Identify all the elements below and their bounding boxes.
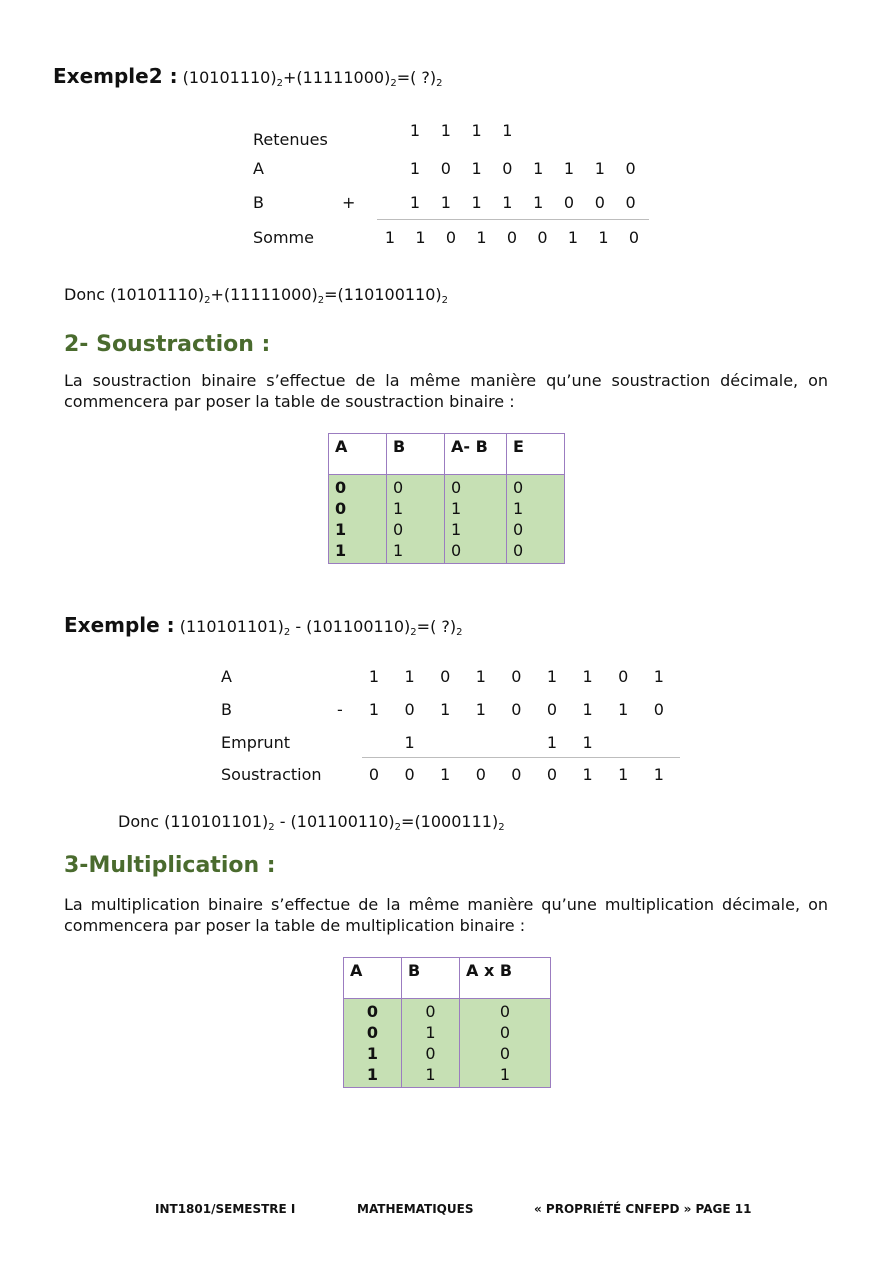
borrow-digit: 1 <box>582 733 593 752</box>
example2-sum-rule <box>377 219 649 220</box>
result-label: Soustraction <box>221 765 322 784</box>
row-b-label: B <box>253 193 264 212</box>
b-digit: 1 <box>409 193 421 212</box>
footer-right: « PROPRIÉTÉ CNFEPD » PAGE 11 <box>534 1202 752 1216</box>
a-digit: 1 <box>533 159 544 178</box>
sum-digit: 0 <box>628 228 640 247</box>
row-b-label: B <box>221 700 232 719</box>
b-digit: 1 <box>475 700 486 719</box>
example2-conclusion: Donc $(10101110)_2+(11111000)_2=(110100110)_2$ <box>64 285 449 306</box>
a-digit: 0 <box>618 667 629 686</box>
sum-digit: 0 <box>506 228 518 247</box>
column-header: E <box>507 434 565 475</box>
a-digit: 1 <box>546 667 558 686</box>
multiplication-paragraph: La multiplication binaire s’effectue de la même manière qu’une multiplication décimale, on commencera par poser la table de multiplication binaire : <box>64 895 828 935</box>
example2-expression: $(10101110)_2+(11111000)_2=$( $?)_2$ <box>177 68 443 89</box>
sum-digit: 1 <box>476 228 487 247</box>
carry-digit: 1 <box>502 121 513 140</box>
a-digit: 1 <box>368 667 380 686</box>
sum-label: Somme <box>253 228 314 247</box>
column-header: A- B <box>445 434 507 475</box>
result-digit: 0 <box>511 765 522 784</box>
example2-title: Exemple2 : <box>53 64 178 88</box>
a-digit: 1 <box>653 667 664 686</box>
column-values: 0 1 0 1 <box>402 999 460 1088</box>
result-digit: 1 <box>582 765 593 784</box>
example3-expression: $(110101101)_2 - (101100110)_2=$( $?)_2$ <box>174 617 463 638</box>
sum-digit: 1 <box>598 228 609 247</box>
row-a-label: A <box>253 159 264 178</box>
column-header: B <box>402 958 460 999</box>
result-digit: 1 <box>440 765 451 784</box>
a-digit: 0 <box>440 159 451 178</box>
result-digit: 0 <box>368 765 380 784</box>
row-b-sign: + <box>342 193 356 212</box>
a-digit: 0 <box>625 159 636 178</box>
result-digit: 1 <box>618 765 629 784</box>
a-digit: 1 <box>594 159 605 178</box>
result-digit: 0 <box>404 765 415 784</box>
column-header: A <box>329 434 387 475</box>
sum-digit: 1 <box>567 228 579 247</box>
carry-digit: 1 <box>409 121 421 140</box>
sum-digit: 1 <box>384 228 396 247</box>
column-header: A <box>344 958 402 999</box>
a-digit: 1 <box>582 667 593 686</box>
footer-center: MATHEMATIQUES <box>357 1202 474 1216</box>
b-digit: 0 <box>404 700 415 719</box>
b-digit: 0 <box>594 193 605 212</box>
column-values: 0 1 0 1 <box>387 475 445 564</box>
b-digit: 1 <box>440 193 451 212</box>
column-values: 0 1 0 0 <box>507 475 565 564</box>
sum-digit: 1 <box>415 228 426 247</box>
soustraction-heading: 2- Soustraction : <box>64 332 271 357</box>
b-digit: 1 <box>582 700 593 719</box>
b-digit: 0 <box>625 193 636 212</box>
a-digit: 0 <box>511 667 522 686</box>
footer-left: INT1801/SEMESTRE I <box>155 1202 296 1216</box>
b-digit: 0 <box>511 700 522 719</box>
b-digit: 0 <box>653 700 664 719</box>
a-digit: 1 <box>475 667 486 686</box>
b-digit: 1 <box>368 700 380 719</box>
sum-digit: 0 <box>445 228 457 247</box>
example3-conclusion: Donc $(110101101)_2 - (101100110)_2=(1000111)_2$ <box>118 812 505 833</box>
soustraction-paragraph: La soustraction binaire s’effectue de la même manière qu’une soustraction décimale, on commencera par poser la table de soustraction binaire : <box>64 371 828 411</box>
carry-digit: 1 <box>440 121 451 140</box>
a-digit: 0 <box>502 159 513 178</box>
b-digit: 1 <box>471 193 482 212</box>
carry-label: Retenues <box>253 130 328 149</box>
column-values: 0 0 0 1 <box>460 999 551 1088</box>
column-values: 0 0 1 1 <box>329 475 387 564</box>
row-b-sign: - <box>337 700 343 719</box>
b-digit: 0 <box>546 700 558 719</box>
column-header: B <box>387 434 445 475</box>
a-digit: 1 <box>409 159 421 178</box>
soustraction-truth-table <box>328 433 565 564</box>
result-digit: 1 <box>653 765 664 784</box>
example3-title: Exemple : <box>64 613 175 637</box>
a-digit: 1 <box>404 667 415 686</box>
multiplication-truth-table <box>343 957 551 1088</box>
borrow-digit: 1 <box>404 733 415 752</box>
carry-digit: 1 <box>471 121 482 140</box>
table-body <box>329 475 565 564</box>
column-values: 0 0 1 1 <box>344 999 402 1088</box>
sum-digit: 0 <box>537 228 548 247</box>
borrow-digit: 1 <box>546 733 558 752</box>
a-digit: 1 <box>471 159 482 178</box>
b-digit: 1 <box>502 193 513 212</box>
a-digit: 0 <box>440 667 451 686</box>
table-header-row <box>329 434 565 475</box>
column-header: A x B <box>460 958 551 999</box>
example2-header <box>53 64 443 89</box>
multiplication-heading: 3-Multiplication : <box>64 853 276 878</box>
b-digit: 1 <box>533 193 544 212</box>
example3-result-rule <box>362 757 680 758</box>
example3-header <box>64 613 463 638</box>
b-digit: 1 <box>618 700 629 719</box>
table-body <box>344 999 551 1088</box>
borrow-label: Emprunt <box>221 733 290 752</box>
table-header-row <box>344 958 551 999</box>
b-digit: 0 <box>563 193 575 212</box>
result-digit: 0 <box>546 765 558 784</box>
row-a-label: A <box>221 667 232 686</box>
b-digit: 1 <box>440 700 451 719</box>
result-digit: 0 <box>475 765 486 784</box>
a-digit: 1 <box>563 159 575 178</box>
column-values: 0 1 1 0 <box>445 475 507 564</box>
